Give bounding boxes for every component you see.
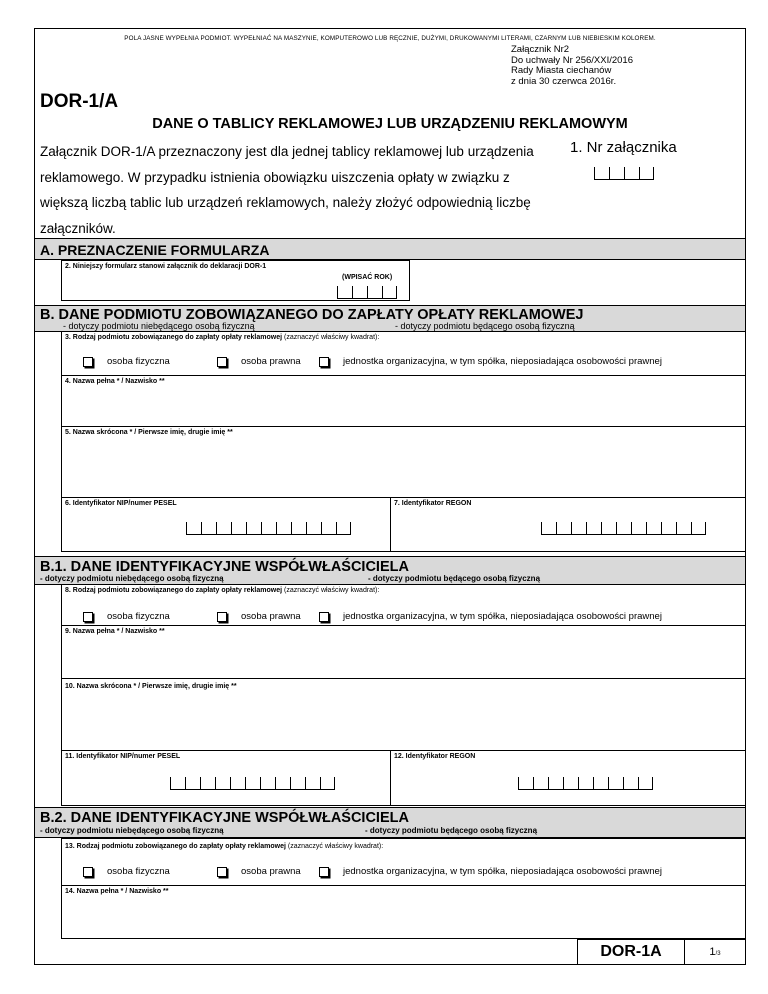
field-7-box[interactable] [390,497,746,552]
form-subtitle: DANE O TABLICY REKLAMOWEJ LUB URZĄDZENIU REKLAMOWYM [152,116,628,132]
field-11-label: 11. Identyfikator NIP/numer PESEL [65,753,181,760]
field-7-label: 7. Identyfikator REGON [394,500,472,507]
section-a-header [35,238,745,260]
section-b-header [35,305,745,332]
field-11-box[interactable] [61,750,391,806]
checkbox[interactable] [319,867,329,877]
section-b1-note-right: - dotyczy podmiotu będącego osobą fizyczną [368,574,541,583]
attachment-line: Rady Miasta ciechanów [511,65,612,76]
section-b-title: B. DANE PODMIOTU ZOBOWIĄZANEGO DO ZAPŁATY OPŁATY REKLAMOWEJ [40,307,584,323]
field-14-box[interactable] [61,885,746,939]
field-9-label: 9. Nazwa pełna * / Nazwisko ** [65,628,165,635]
field-6-box[interactable] [61,497,391,552]
option-osoba-fizyczna[interactable]: osoba fizyczna [83,611,170,622]
form-code: DOR-1/A [40,91,119,112]
section-b2-header [35,807,745,838]
field-2-label: 2. Niniejszy formularz stanowi załącznik do deklaracji DOR-1 [65,263,267,270]
field-10-label: 10. Nazwa skrócona * / Pierwsze imię, drugie imię ** [65,683,237,690]
option-jednostka[interactable]: jednostka organizacyjna, w tym spółka, nieposiadająca osobowości prawnej [319,356,662,367]
section-b1-header [35,556,745,585]
field-10-box[interactable] [61,678,746,751]
section-b-note-right: - dotyczy podmiotu będącego osobą fizyczną [395,321,575,331]
section-b1-title: B.1. DANE IDENTYFIKACYJNE WSPÓŁWŁAŚCICIELA [40,559,409,575]
field-8-label: 8. Rodzaj podmiotu zobowiązanego do zapłaty opłaty reklamowej (zaznaczyć właściwy kwadrat): [65,587,380,594]
nip-pesel-input[interactable] [186,522,351,535]
attachment-number-label: 1. Nr załącznika [570,139,677,156]
field-4-box[interactable] [61,375,746,427]
footer-form-code: DOR-1A [577,939,685,965]
section-a-title: A. PREZNACZENIE FORMULARZA [40,242,270,258]
attachment-line: Załącznik Nr2 [511,44,570,55]
field-9-box[interactable] [61,625,746,679]
option-jednostka[interactable]: jednostka organizacyjna, w tym spółka, nieposiadająca osobowości prawnej [319,866,662,877]
section-b2-note-right: - dotyczy podmiotu będącego osobą fizyczną [365,826,538,835]
regon-input[interactable] [541,522,706,535]
field-13-label: 13. Rodzaj podmiotu zobowiązanego do zapłaty opłaty reklamowej (zaznaczyć właściwy kwadrat): [65,843,384,850]
checkbox[interactable] [319,357,329,367]
checkbox[interactable] [319,612,329,622]
page-total: /3 [715,951,721,957]
field-14-label: 14. Nazwa pełna * / Nazwisko ** [65,888,169,895]
field-5-label: 5. Nazwa skrócona * / Pierwsze imię, drugie imię ** [65,429,233,436]
year-label: (WPISAĆ ROK) [342,274,393,281]
year-input[interactable] [337,286,397,299]
attachment-number-input[interactable] [594,167,654,180]
attachment-line: Do uchwały Nr 256/XXI/2016 [511,54,633,66]
field-8-box [61,584,746,626]
field-12-label: 12. Identyfikator REGON [394,753,476,760]
section-b2-title: B.2. DANE IDENTYFIKACYJNE WSPÓŁWŁAŚCICIELA [40,810,409,826]
fill-instructions: POLA JASNE WYPEŁNIA PODMIOT. WYPEŁNIAĆ NA MASZYNIE, KOMPUTEROWO LUB RĘCZNIE, DUŻYMI, DRUKOWANYMI LITERAMI, CZARNYM LUB NIEBIESKIM KOLOREM. [124,35,656,42]
attachment-line: z dnia 30 czerwca 2016r. [511,75,617,87]
checkbox[interactable] [83,867,93,877]
field-5-box[interactable] [61,426,746,498]
intro-text: Załącznik DOR-1/A przeznaczony jest dla jednej tablicy reklamowej lub urządzenia reklamowego. W przypadku istnienia obowiązku uiszczenia opłaty w związku z większą liczbą tablic lub urządzeń reklamowych, należy złożyć odpowiednią liczbę załączników. [40,144,534,236]
checkbox[interactable] [83,612,93,622]
nip-pesel-input[interactable] [170,777,335,790]
checkbox[interactable] [217,357,227,367]
section-b1-note-left: - dotyczy podmiotu niebędącego osobą fizyczną [40,574,224,583]
section-b-note-left: - dotyczy podmiotu niebędącego osobą fizyczną [63,321,255,331]
option-osoba-prawna[interactable]: osoba prawna [217,356,301,367]
field-6-label: 6. Identyfikator NIP/numer PESEL [65,500,177,507]
checkbox[interactable] [217,867,227,877]
option-osoba-fizyczna[interactable]: osoba fizyczna [83,866,170,877]
option-osoba-prawna[interactable]: osoba prawna [217,611,301,622]
field-3-label: 3. Rodzaj podmiotu zobowiązanego do zapłaty opłaty reklamowej (zaznaczyć właściwy kwadrat): [65,334,380,341]
field-12-box[interactable] [390,750,746,806]
option-osoba-fizyczna[interactable]: osoba fizyczna [83,356,170,367]
attachment-note [511,45,633,87]
regon-input[interactable] [518,777,653,790]
checkbox[interactable] [217,612,227,622]
field-3-box [61,331,746,376]
section-b2-note-left: - dotyczy podmiotu niebędącego osobą fizyczną [40,826,224,835]
option-jednostka[interactable]: jednostka organizacyjna, w tym spółka, nieposiadająca osobowości prawnej [319,611,662,622]
field-13-box [61,838,746,886]
page-number [685,939,746,965]
field-4-label: 4. Nazwa pełna * / Nazwisko ** [65,378,165,385]
option-osoba-prawna[interactable]: osoba prawna [217,866,301,877]
checkbox[interactable] [83,357,93,367]
field-2-box [61,260,410,301]
page-current: 1 [709,946,716,958]
